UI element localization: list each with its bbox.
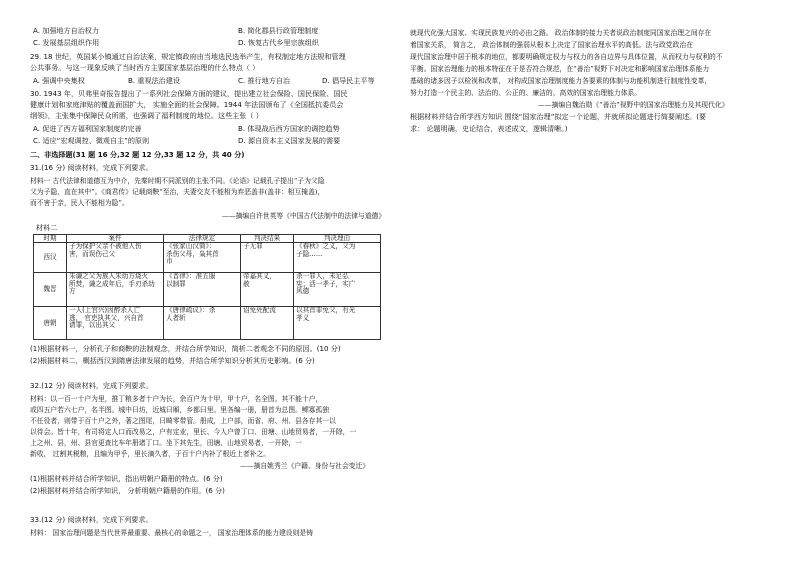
q30-option-a: A. 促进了西方福利国家制度的完善 [33, 124, 142, 133]
cell-line: 赦 [243, 279, 250, 288]
q30-stem-line-2: 健康计划和家庭津贴的覆盖面国扩大， 实施全面的社会保障。1944 年法国颁布了《全国抵抗委员会 [30, 100, 344, 109]
table-cell-result [241, 243, 294, 273]
q30-option-b: B. 体现战后西方国家的调控趋势 [238, 124, 340, 133]
q30-stem-line-3: 纲领》，主张集中保障民众所需，也强调了福利制度的地位。这些主张（ ） [30, 111, 263, 120]
cell-line: 杀一罪人，未足弘 [296, 272, 349, 281]
q31-subquestion-1: (1)根据材料一，分析孔子和商鞅的法制观念，并结合所学知识，简析二者观念不同的原因。(10 分) [30, 344, 341, 353]
cell-line: 诏免死配流 [243, 306, 276, 315]
cell-line: 子无罪 [243, 242, 263, 251]
table-row [34, 307, 381, 340]
q33-heading: 33.(12 分) 阅读材料，完成下列要求。 [30, 515, 153, 524]
q29-stem-line-2: 公共事务。与这一现象反映了当时西方主要国家基层治理的什么特点（ ） [30, 63, 260, 72]
cell-line: 一人(上官兴)因醉杀人亡 [69, 306, 141, 315]
q28-option-c: C. 发展基层组织作用 [33, 38, 100, 47]
q31-material1-line-3: 而不害于亲，民人不能相为隐”。 [30, 199, 129, 207]
q33-material-line-1: 材料： 国家治理问题是当代世界最重要、最核心的命题之一， 国家治理体系的能力建设则是铸 [30, 529, 313, 537]
q32-material-line-2: 或四五户若六七户，名半图。城中曰坊，近城曰厢，乡都曰里。里各编一册，册首为总图。鳏寡孤独 [30, 406, 330, 414]
q28-option-d: D. 恢复古代乡里宗族组织 [238, 38, 319, 47]
q32-subquestion-2: (2)根据材料并结合所学知识， 分析明朝户籍册的作用。(6 分) [30, 486, 225, 495]
law-cases-table [33, 234, 381, 340]
cell-line: 杀伤父母，枭其首 [166, 249, 219, 258]
q32-material-line-5: 上之州、县，州、县官更查比车年册诸丁口。坐下其先生，田塘、山地贸易者，一开除，一 [30, 439, 302, 447]
q31-heading: 31.(16 分) 阅读材料，完成下列要求。 [30, 163, 153, 172]
cell-line: 人者斩 [166, 313, 186, 322]
q33-material-cont-line-1: 就现代化强大国家、实现民族复兴的必由之路。 政治体制的接力关者说政治制度同国家治理之间存在 [410, 29, 712, 37]
q32-material-line-6: 新收， 过割其税粮，且编为甲乎，里长滴久者，于百十户内补了根近上者补之。 [30, 450, 271, 458]
q29-option-d: D. 倡导民主平等 [322, 76, 375, 85]
table-cell-case [67, 273, 164, 307]
q29-stem-line-1: 29. 18 世纪，英国某小镇通过自治法案，规定镇政府由当地选民选举产生，有权制定地方法规和管理 [30, 52, 346, 61]
q32-material-line-4: 以待会。皆十年，有司将定人口而改易之，户有定业，里长、今人户曾丁口、田塘、山地贸易者，一开除，一 [30, 428, 357, 436]
q29-option-a: A. 强调中央集权 [33, 76, 85, 85]
cell-line: 宪；活一孝子，实广 [296, 279, 356, 288]
cell-line: 以其首罪免父，有光 [296, 306, 356, 315]
cell-line: 以制罪 [166, 279, 186, 288]
table-cell-law [164, 273, 241, 307]
q33-requirement-line-1: 根据材料并结合所学西方知识 围绕“国家治理”拟定一个论题，并就所拟论题进行简要阐述。(要 [410, 112, 707, 121]
q32-heading: 32.(12 分) 阅读材料，完成下列要求。 [30, 381, 153, 390]
q32-material-line-1: 材料：以一百一十户为里，推丁粮多者十户为长，余百户为十甲，甲十户，名全图。其不能十户， [30, 395, 323, 403]
q33-material-cont-line-3: 现代国家治理中居于根本的地位，都要明确规定权力与权力的各自边界与具体位置，从而权力与权利的不 [410, 53, 723, 61]
table-row [34, 273, 381, 307]
table-header-law: 法律规定 [164, 235, 241, 243]
cell-line: 孝义 [296, 313, 310, 322]
q31-material1-source: ——摘编自许世英等《中国古代法制中的法律与道德》 [222, 212, 386, 220]
q28-option-a: A. 加强地方自治权力 [33, 26, 99, 35]
table-cell-case [67, 307, 164, 340]
table-cell-law [164, 243, 241, 273]
table-cell-period: 魏晋 [34, 273, 67, 307]
table-cell-reason [294, 307, 381, 340]
table-cell-result [241, 273, 294, 307]
cell-line: 帝嘉其义， [243, 272, 276, 281]
cell-line: 请罪，以出其父 [69, 321, 116, 330]
q30-option-c: C. 适应“宏观调控、微观自主”的原则 [33, 136, 150, 145]
q33-material-source: ——摘编自魏治勋《“善治”视野中的国家治理能力及其现代化》 [538, 101, 729, 109]
cell-line: 方 [69, 287, 76, 296]
table-header-case: 案件 [67, 235, 164, 243]
table-cell-period: 唐朝 [34, 307, 67, 340]
cell-line: 《张家山汉简》： [166, 242, 216, 251]
cell-line: 所焚，谦之成年后，手刃杀幼 [69, 279, 155, 288]
q32-material-source: ——摘自姚秀兰《户籍、身份与社会变迁》 [240, 462, 370, 470]
q32-material-line-3: 不任役者，则带于百十户之外，著之图尾，曰畸零带管。册成，上户部，而省、府、州、县各存其一以 [30, 417, 336, 425]
cell-line: 害，而误伤己父 [69, 249, 116, 258]
cell-line: 风德 [296, 287, 310, 296]
table-cell-reason [294, 243, 381, 273]
section-heading-nonchoice: 二、非选择题(31 题 16 分,32 题 12 分,33 题 12 分，共 40 分) [30, 150, 245, 159]
table-header-period: 时期 [34, 235, 67, 243]
table-row [34, 243, 381, 273]
q31-subquestion-2: (2)根据材料二，概括西汉到隋唐法律发展的趋势，并结合所学知识分析其历史影响。(6 分) [30, 356, 315, 365]
cell-line: 逃， 官吏执其父，兴自首 [69, 313, 144, 322]
q30-stem-line-1: 30. 1943 年，贝弗里奇报告提出了一系列社会保障方面的建议，提出建立社会保险、国民保险、国民 [30, 89, 348, 98]
cell-line: 《唐律疏议》：杀 [166, 306, 216, 315]
cell-line: 朱谦之父为族人朱幼方烧火 [69, 272, 149, 281]
table-cell-result [241, 307, 294, 340]
q33-material-cont-line-2: 着国家关系， 简言之， 政治体制的强弱从根本上决定了国家治理水平的高低。法与政党政治在 [410, 41, 693, 49]
cell-line: 市 [166, 257, 173, 266]
q30-option-d: D. 源自资本主义国家发展的需要 [238, 136, 341, 145]
table-header-reason: 判决理由 [294, 235, 381, 243]
q33-requirement-line-2: 求： 论题明确，史论结合，表述成文，逻辑清晰。) [410, 124, 568, 133]
cell-line: 《晋律》：准五服 [166, 272, 216, 281]
q29-option-c: C. 推行地方自治 [238, 76, 291, 85]
table-cell-period: 西汉 [34, 243, 67, 273]
cell-line: 子为保护父亲不被他人伤 [69, 242, 142, 251]
q33-material-cont-line-6: 努力打造一个民主的、法治的、公正的、廉洁的、高效的国家治理能力体系。 [410, 89, 642, 97]
q28-option-b: B. 简化郡县行政管理制度 [238, 26, 319, 35]
table-header-result: 判决结果 [241, 235, 294, 243]
q33-material-cont-line-4: 平衡。国家治理能力的根本特征在于是否符合规范，在“善治”视野下对决定和影响国家治理体系能力 [410, 65, 710, 73]
table-cell-reason [294, 273, 381, 307]
q33-material-cont-line-5: 基础的诸多因子以检视和改革， 对构成国家治理制度能力各要素的体制与功能机制进行制度性变革， [410, 77, 712, 85]
cell-line: 子隐…… [296, 249, 323, 258]
q31-material1-line-1: 材料一 古代法律和道德互为中介，先秦时期不同派别的主张不同。《论语》记载孔子提出“子为父隐 [30, 177, 325, 185]
q29-option-b: B. 重视法治建设 [128, 76, 180, 85]
q31-material2-title: 材料二 [36, 223, 58, 232]
cell-line: 《春秋》之义，父为 [296, 242, 356, 251]
table-cell-law [164, 307, 241, 340]
q32-subquestion-1: (1)根据材料并结合所学知识，指出明朝户籍册的特点。(6 分) [30, 474, 223, 483]
table-cell-case [67, 243, 164, 273]
q31-material1-line-2: 父为子隐，直在其中”。《商君传》记载商鞅“至治，夫妻交友不能相为弃恶盖非(盖非：相互掩盖)， [30, 188, 325, 196]
